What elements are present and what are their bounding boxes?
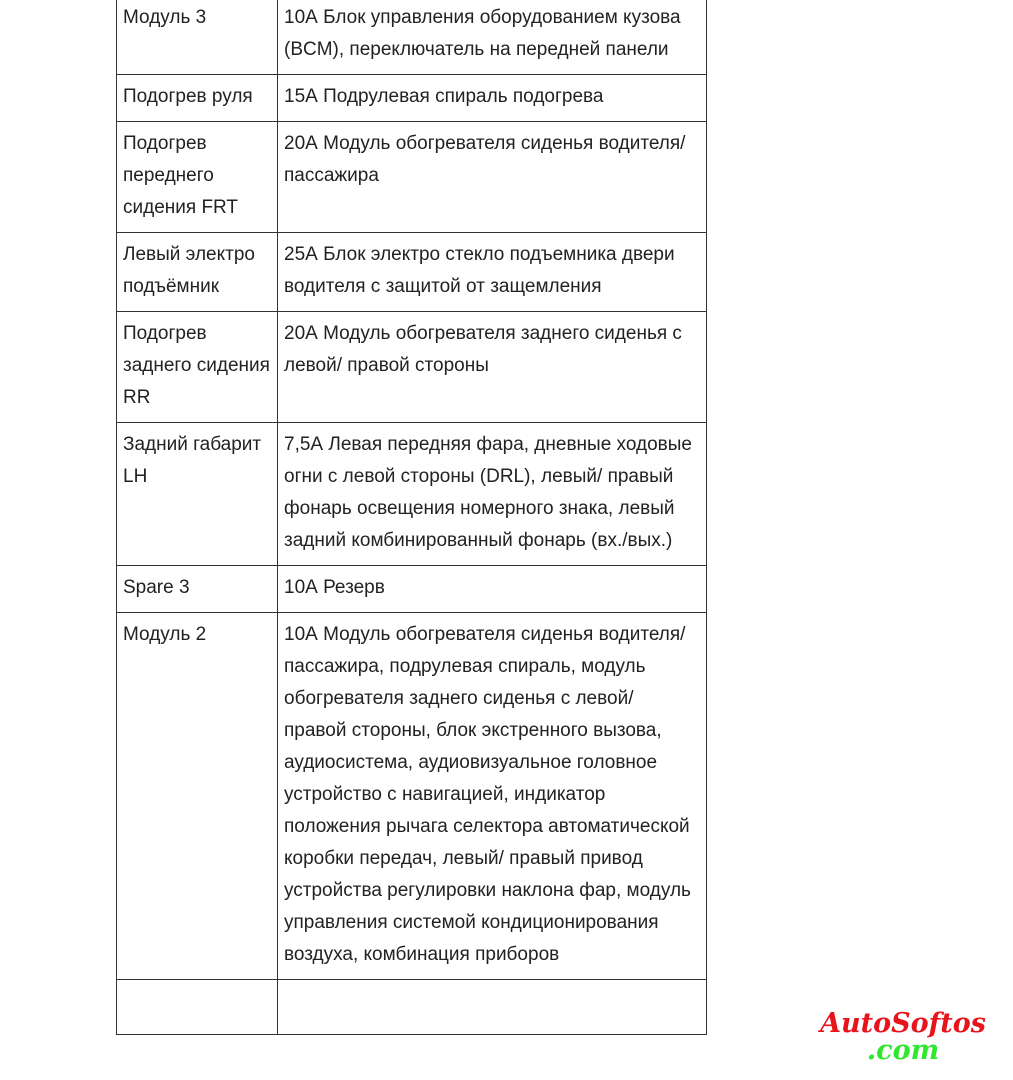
fuse-table [116, 0, 707, 1035]
fuse-desc-cell: 15А Подрулевая спираль подогрева [278, 75, 707, 122]
watermark-domain-text: .com [866, 1035, 940, 1066]
table-row [117, 423, 707, 566]
fuse-name-cell: Подогрев руля [117, 75, 278, 122]
fuse-desc-cell: 20А Модуль обогревателя заднего сиденья с левой/ правой стороны [278, 312, 707, 423]
table-row [117, 75, 707, 122]
table-row [117, 0, 707, 75]
table-row [117, 122, 707, 233]
fuse-name-cell: Модуль 3 [117, 0, 278, 75]
table-row [117, 566, 707, 613]
fuse-desc-cell: 10А Резерв [278, 566, 707, 613]
watermark-main-text: AutoSoftos [820, 1008, 986, 1039]
table-row [117, 980, 707, 1035]
fuse-desc-cell [278, 980, 707, 1035]
watermark-logo [808, 1010, 998, 1064]
fuse-name-cell: Задний габарит LH [117, 423, 278, 566]
fuse-name-cell [117, 980, 278, 1035]
table-row [117, 312, 707, 423]
table-row [117, 233, 707, 312]
fuse-desc-cell: 7,5А Левая передняя фара, дневные ходовые огни с левой стороны (DRL), левый/ правый фонарь освещения номерного знака, левый задний комбинированный фонарь (вх./вых.) [278, 423, 707, 566]
fuse-desc-cell: 10А Модуль обогревателя сиденья водителя/ пассажира, подрулевая спираль, модуль обогревателя заднего сиденья с левой/ правой стороны, блок экстренного вызова, аудиосистема, аудиовизуальное головное устройство с навигацией, индикатор положения рычага селектора автоматической коробки передач, левый/ правый привод устройства регулировки наклона фар, модуль управления системой кондиционирования воздуха, комбинация приборов [278, 613, 707, 980]
fuse-desc-cell: 10А Блок управления оборудованием кузова (BCM), переключатель на передней панели [278, 0, 707, 75]
fuse-name-cell: Spare 3 [117, 566, 278, 613]
fuse-name-cell: Левый электро подъёмник [117, 233, 278, 312]
fuse-name-cell: Модуль 2 [117, 613, 278, 980]
fuse-name-cell: Подогрев заднего сидения RR [117, 312, 278, 423]
fuse-desc-cell: 25А Блок электро стекло подъемника двери водителя с защитой от защемления [278, 233, 707, 312]
table-row [117, 613, 707, 980]
fuse-name-cell: Подогрев переднего сидения FRT [117, 122, 278, 233]
fuse-desc-cell: 20А Модуль обогревателя сиденья водителя/ пассажира [278, 122, 707, 233]
